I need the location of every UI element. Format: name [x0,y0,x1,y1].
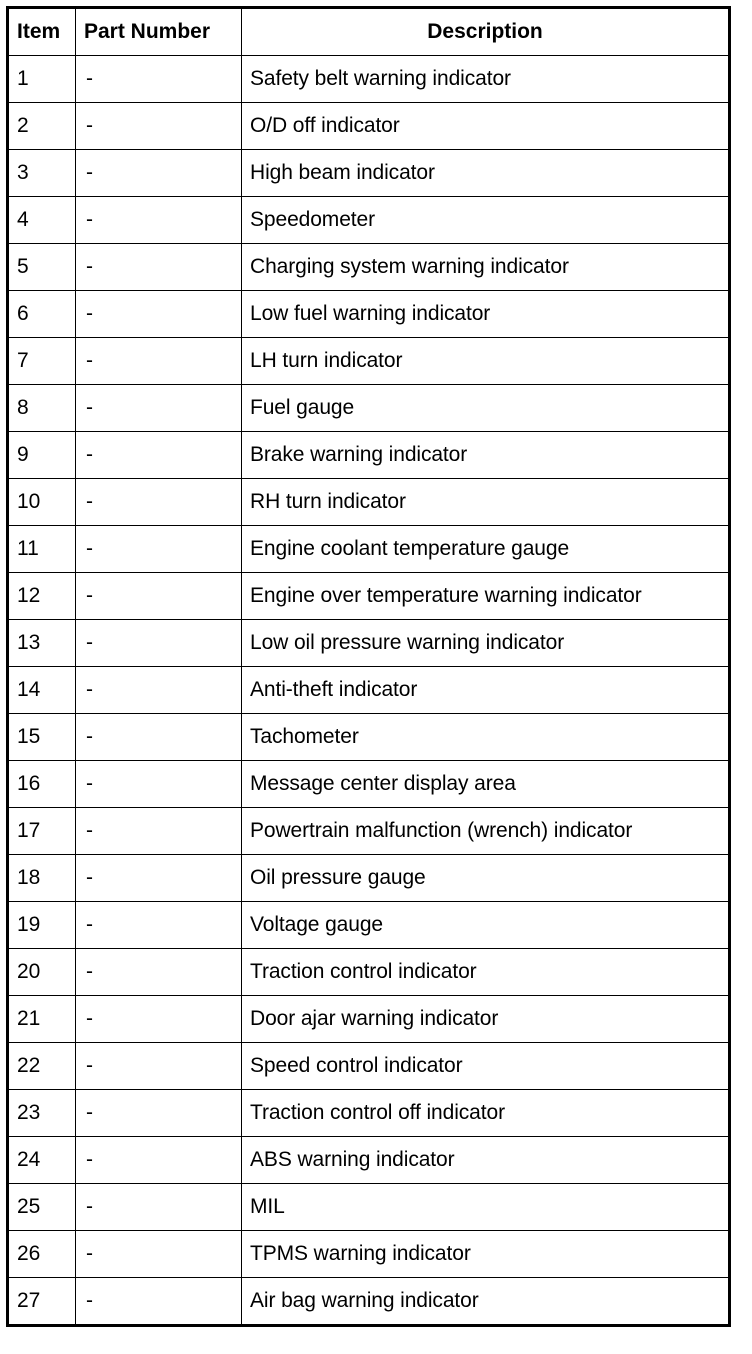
description-cell: Charging system warning indicator [242,244,730,291]
description-cell: Brake warning indicator [242,432,730,479]
table-row [8,244,730,291]
table-row [8,385,730,432]
description-cell: O/D off indicator [242,103,730,150]
item-cell: 5 [8,244,76,291]
table-row [8,1137,730,1184]
item-cell: 14 [8,667,76,714]
parts-table [6,6,731,1327]
item-cell: 10 [8,479,76,526]
item-cell: 25 [8,1184,76,1231]
part-number-cell: - [76,902,242,949]
table-row [8,338,730,385]
part-number-cell: - [76,244,242,291]
table-row [8,150,730,197]
part-number-cell: - [76,197,242,244]
table-row [8,855,730,902]
description-cell: Engine coolant temperature gauge [242,526,730,573]
table-row [8,1090,730,1137]
table-row [8,949,730,996]
part-number-cell: - [76,714,242,761]
part-number-cell: - [76,949,242,996]
table-row [8,56,730,103]
part-number-cell: - [76,1090,242,1137]
part-number-cell: - [76,338,242,385]
description-cell: RH turn indicator [242,479,730,526]
table-row [8,573,730,620]
table-row [8,103,730,150]
part-number-cell: - [76,150,242,197]
description-cell: Low oil pressure warning indicator [242,620,730,667]
item-cell: 3 [8,150,76,197]
item-cell: 24 [8,1137,76,1184]
part-number-cell: - [76,1184,242,1231]
item-cell: 18 [8,855,76,902]
table-row [8,996,730,1043]
description-cell: Powertrain malfunction (wrench) indicator [242,808,730,855]
table-row [8,667,730,714]
part-number-cell: - [76,761,242,808]
description-cell: Fuel gauge [242,385,730,432]
item-cell: 12 [8,573,76,620]
description-cell: Speed control indicator [242,1043,730,1090]
description-cell: Speedometer [242,197,730,244]
description-cell: Engine over temperature warning indicator [242,573,730,620]
table-row [8,714,730,761]
item-cell: 7 [8,338,76,385]
header-part-number: Part Number [76,8,242,56]
description-cell: Tachometer [242,714,730,761]
item-cell: 15 [8,714,76,761]
item-cell: 22 [8,1043,76,1090]
item-cell: 8 [8,385,76,432]
description-cell: Voltage gauge [242,902,730,949]
description-cell: Traction control off indicator [242,1090,730,1137]
table-row [8,432,730,479]
table-row [8,808,730,855]
description-cell: TPMS warning indicator [242,1231,730,1278]
table-row [8,1278,730,1326]
table-body [8,56,730,1326]
description-cell: Message center display area [242,761,730,808]
header-row [8,8,730,56]
table-row [8,761,730,808]
part-number-cell: - [76,667,242,714]
item-cell: 16 [8,761,76,808]
item-cell: 19 [8,902,76,949]
part-number-cell: - [76,1043,242,1090]
part-number-cell: - [76,1278,242,1326]
description-cell: ABS warning indicator [242,1137,730,1184]
item-cell: 13 [8,620,76,667]
part-number-cell: - [76,855,242,902]
header-description: Description [242,8,730,56]
item-cell: 2 [8,103,76,150]
description-cell: Safety belt warning indicator [242,56,730,103]
table-row [8,479,730,526]
table-row [8,1184,730,1231]
item-cell: 20 [8,949,76,996]
table-row [8,197,730,244]
description-cell: Anti-theft indicator [242,667,730,714]
description-cell: MIL [242,1184,730,1231]
part-number-cell: - [76,1231,242,1278]
part-number-cell: - [76,1137,242,1184]
item-cell: 11 [8,526,76,573]
table-row [8,526,730,573]
item-cell: 27 [8,1278,76,1326]
part-number-cell: - [76,620,242,667]
description-cell: Traction control indicator [242,949,730,996]
item-cell: 4 [8,197,76,244]
table-row [8,291,730,338]
header-item: Item [8,8,76,56]
part-number-cell: - [76,573,242,620]
description-cell: Oil pressure gauge [242,855,730,902]
item-cell: 21 [8,996,76,1043]
item-cell: 17 [8,808,76,855]
part-number-cell: - [76,385,242,432]
item-cell: 23 [8,1090,76,1137]
part-number-cell: - [76,526,242,573]
part-number-cell: - [76,291,242,338]
description-cell: High beam indicator [242,150,730,197]
part-number-cell: - [76,996,242,1043]
table-row [8,1231,730,1278]
part-number-cell: - [76,56,242,103]
description-cell: Low fuel warning indicator [242,291,730,338]
item-cell: 9 [8,432,76,479]
table-header [8,8,730,56]
part-number-cell: - [76,808,242,855]
table-row [8,620,730,667]
item-cell: 6 [8,291,76,338]
part-number-cell: - [76,103,242,150]
table-row [8,902,730,949]
description-cell: Air bag warning indicator [242,1278,730,1326]
part-number-cell: - [76,479,242,526]
description-cell: Door ajar warning indicator [242,996,730,1043]
item-cell: 26 [8,1231,76,1278]
table-row [8,1043,730,1090]
description-cell: LH turn indicator [242,338,730,385]
item-cell: 1 [8,56,76,103]
part-number-cell: - [76,432,242,479]
